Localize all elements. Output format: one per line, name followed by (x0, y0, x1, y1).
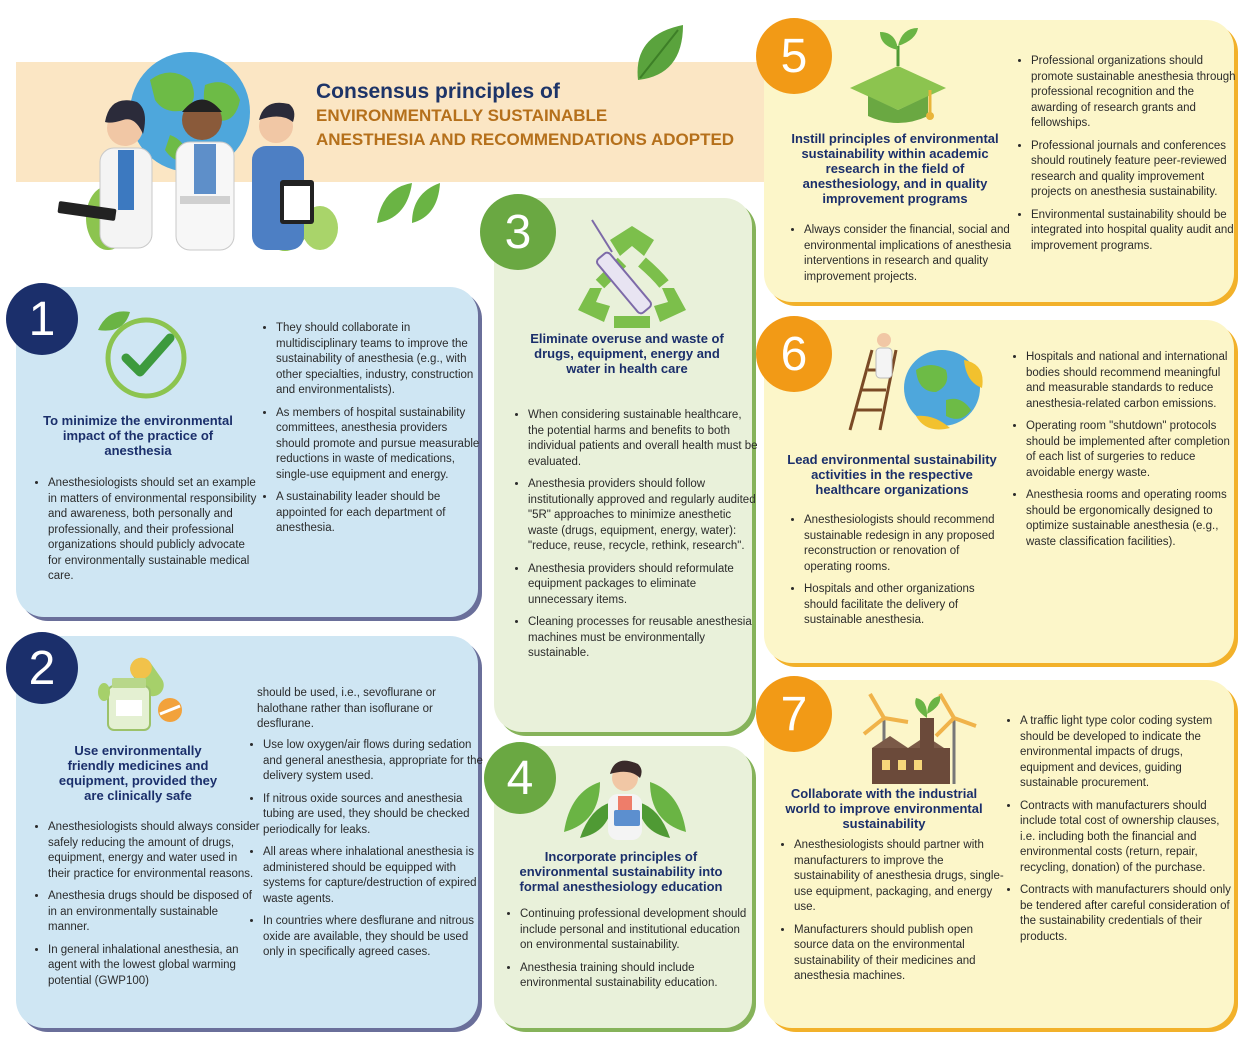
card-3-heading: Eliminate overuse and waste of drugs, equipment, energy and water in health care (530, 331, 724, 376)
card-6-left-list (786, 513, 1008, 636)
list-item: • A sustainability leader should be appointed for each department of anesthesia. (276, 490, 484, 537)
list-item: • Anesthesiologists should set an example in matters of environmental responsibility and awareness, both personally and professionally, and their professional organizations should publicly advocate for environmentally sustainable medical care. (48, 476, 260, 585)
list-item: • Contracts with manufacturers should only be tendered after careful consideration of the sustainability credentials of their products. (1020, 883, 1236, 945)
list-item: • They should collaborate in multidisciplinary teams to improve the sustainability of anesthesia (e.g., with other specialties, industry, construction and environmentalists). (276, 321, 484, 399)
list-item: • Continuing professional development should include personal and institutional education on environmental sustainability. (520, 907, 754, 954)
title-line-3: ANESTHESIA AND RECOMMENDATIONS ADOPTED (316, 130, 735, 149)
card-5-number: 5 (756, 18, 832, 94)
card-7-heading: Collaborate with the industrial world to improve environmental sustainability (785, 786, 983, 831)
checkmark-icon (98, 310, 196, 400)
card-4-heading: Incorporate principles of environmental sustainability into formal anesthesiology education (519, 849, 723, 894)
list-item: • Cleaning processes for reusable anesthesia machines must be environmentally sustainable. (528, 615, 760, 662)
list-item: • Hospitals and national and international bodies should recommend meaningful and measurable standards to reduce anesthesia-related carbon emissions. (1026, 350, 1232, 412)
card-1-left-list (30, 476, 260, 592)
card-2-continued-text: should be used, i.e., sevoflurane or halothane rather than isoflurane or desflurane. (257, 687, 437, 730)
doctors-globe-illustration (30, 50, 360, 250)
card-5-left-list (786, 223, 1026, 292)
card-1-heading: To minimize the environmental impact of the practice of anesthesia (43, 413, 233, 458)
card-6-right-list (1008, 350, 1232, 557)
list-item: • Use low oxygen/air flows during sedation and general anesthesia, appropriate for the delivery system used. (263, 738, 487, 785)
list-item: • Contracts with manufacturers should include total cost of ownership clauses, i.e. including both the financial and environmental costs (return, repair, recycling, donation) of the purchase. (1020, 799, 1236, 877)
factory-windmill-icon (850, 688, 980, 784)
teacher-icon (560, 752, 690, 840)
list-item: • In general inhalational anesthesia, an agent with the lowest global warming potential (GWP100) (48, 943, 260, 990)
title-line-1: Consensus principles of (316, 80, 560, 103)
card-2-right-list (245, 738, 487, 968)
card-5-heading: Instill principles of environmental sustainability within academic research in the field of anesthesiology, and in quality improvement programs (791, 131, 999, 206)
card-2-number: 2 (6, 632, 78, 704)
ladder-globe-icon (846, 330, 988, 434)
card-6-heading: Lead environmental sustainability activities in the respective healthcare organizations (787, 452, 997, 497)
list-item: • When considering sustainable healthcare, the potential harms and benefits to both individual patients and overall health must be evaluated. (528, 408, 760, 470)
list-item: • All areas where inhalational anesthesia is administered should be equipped with systems for capture/destruction of expired waste agents. (263, 845, 487, 907)
list-item: • Anesthesia providers should follow institutionally approved and regularly audited "5R" approaches to minimize anesthetic waste (drugs, equipment, energy, water): "reduce, reuse, recycle, rethink, research". (528, 477, 760, 555)
list-item: • Professional journals and conferences should routinely feature peer-reviewed research and quality improvement projects on anesthesia sustainability. (1031, 139, 1236, 201)
page-title (316, 80, 756, 152)
list-item: • Anesthesiologists should recommend sustainable redesign in any proposed reconstruction or renovation of operating rooms. (804, 513, 1008, 575)
list-item: • As members of hospital sustainability committees, anesthesia providers should promote and pursue measurable reductions in waste of medications, single-use equipment and energy. (276, 406, 484, 484)
card-6-number: 6 (756, 316, 832, 392)
title-line-2: ENVIRONMENTALLY SUSTAINABLE (316, 106, 608, 125)
list-item: • Professional organizations should promote sustainable anesthesia through professional recognition and the awarding of research grants and fellowships. (1031, 54, 1236, 132)
list-item: • Anesthesia drugs should be disposed of in an environmentally sustainable manner. (48, 889, 260, 936)
list-item: • A traffic light type color coding system should be developed to indicate the environmental impacts of drugs, equipment and devices, guiding sustainable procurement. (1020, 714, 1236, 792)
card-2-left-list (30, 820, 260, 996)
recycle-syringe-icon (570, 218, 694, 330)
list-item: • Anesthesiologists should partner with manufacturers to improve the sustainability of anesthesia drugs, single-use equipment, packaging, and energy use. (794, 838, 1008, 916)
leaves-icon (372, 178, 444, 228)
medicine-icon (96, 652, 188, 734)
list-item: • Always consider the financial, social and environmental implications of anesthesia interventions in research and quality improvement projects. (804, 223, 1026, 285)
list-item: • Anesthesia training should include environmental sustainability education. (520, 961, 754, 992)
card-5-right-list (1013, 54, 1236, 261)
list-item: • In countries where desflurane and nitrous oxide are available, they should be used only in specifically agreed cases. (263, 914, 487, 961)
list-item: • Anesthesia providers should reformulate equipment packages to eliminate unnecessary items. (528, 562, 760, 609)
card-1-right-list (258, 321, 484, 544)
card-7-number: 7 (756, 676, 832, 752)
graduation-cap-plant-icon (846, 26, 950, 130)
card-7-left-list (776, 838, 1008, 992)
list-item: • If nitrous oxide sources and anesthesia tubing are used, they should be checked periodically for leaks. (263, 792, 487, 839)
card-3-number: 3 (480, 194, 556, 270)
list-item: • Manufacturers should publish open source data on the environmental sustainability of their medicines and anesthesia machines. (794, 923, 1008, 985)
list-item: • Hospitals and other organizations should facilitate the delivery of sustainable anesthesia. (804, 582, 1008, 629)
list-item: • Anesthesia rooms and operating rooms should be ergonomically designed to optimize sustainable anesthesia (e.g., waste classification facilities). (1026, 488, 1232, 550)
list-item: • Operating room "shutdown" protocols should be implemented after completion of each list of surgeries to reduce avoidable energy waste. (1026, 419, 1232, 481)
card-7-right-list (1002, 714, 1236, 952)
card-3-list (510, 408, 760, 669)
card-4-list (502, 907, 754, 999)
list-item: • Environmental sustainability should be integrated into hospital quality audit and improvement programs. (1031, 208, 1236, 255)
card-2-heading: Use environmentally friendly medicines and equipment, provided they are clinically safe (58, 743, 218, 803)
card-1-number: 1 (6, 283, 78, 355)
list-item: • Anesthesiologists should always consider safely reducing the amount of drugs, equipment, energy and water used in their practice for environmental reasons. (48, 820, 260, 882)
card-4-number: 4 (484, 742, 556, 814)
